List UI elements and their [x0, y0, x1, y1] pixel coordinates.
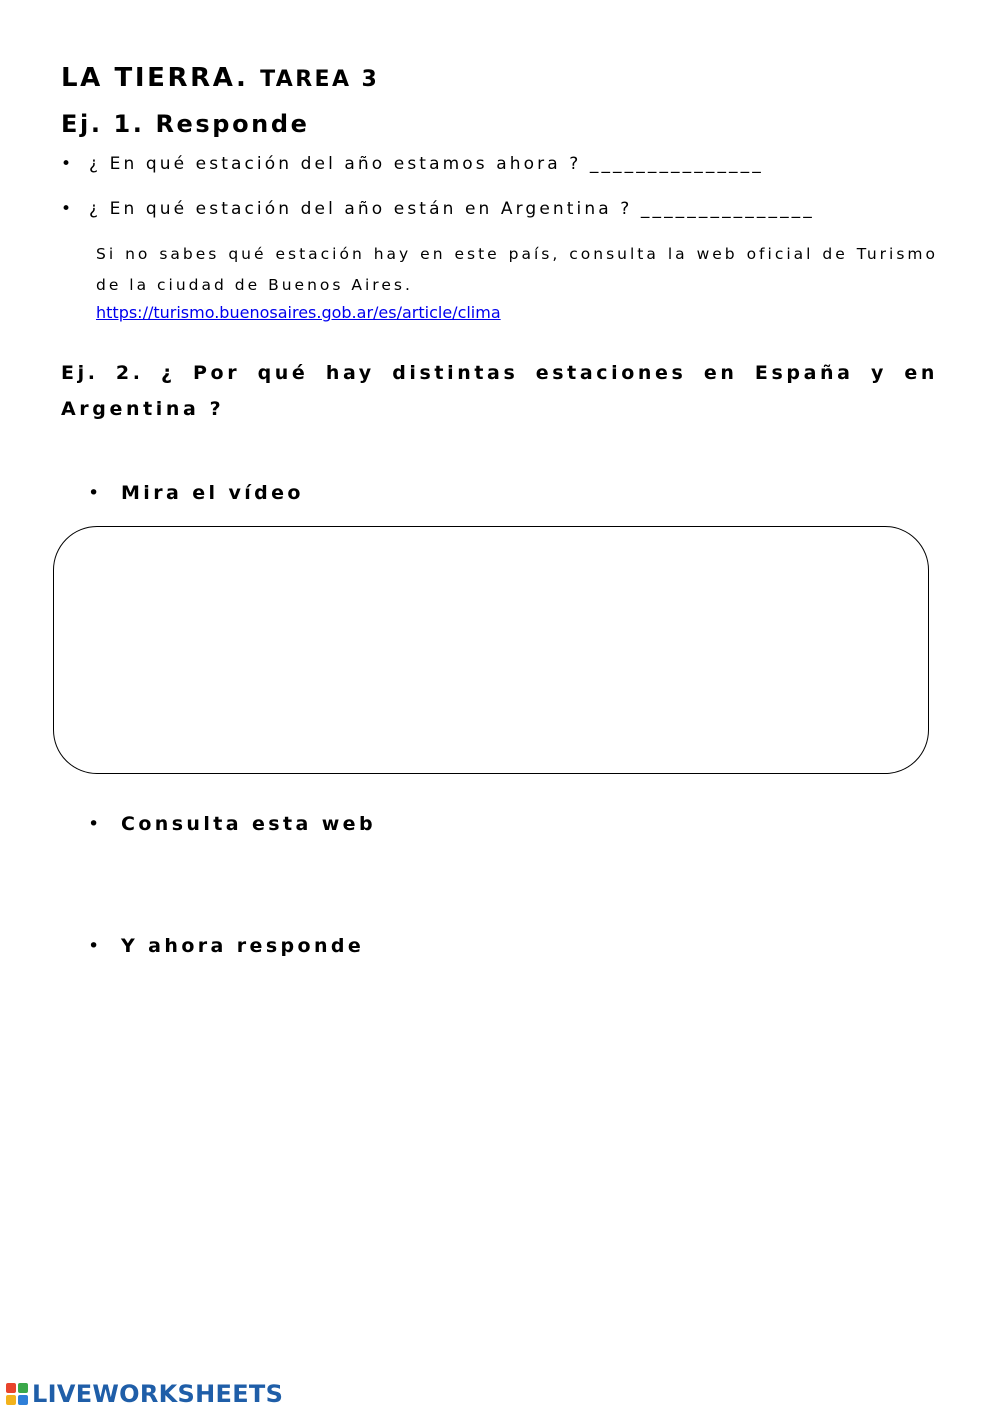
logo-square-icon: [6, 1395, 16, 1405]
step-consult-web-label: Consulta esta web: [121, 813, 376, 835]
question-2: [61, 198, 815, 220]
liveworksheets-logo[interactable]: [6, 1380, 283, 1408]
title-sub: TAREA 3: [260, 67, 380, 92]
bullet: •: [61, 154, 72, 174]
logo-grid-icon: [6, 1383, 28, 1405]
bullet: •: [61, 199, 72, 219]
step-answer-label: Y ahora responde: [121, 935, 365, 957]
logo-square-icon: [6, 1383, 16, 1393]
video-embed-box[interactable]: [53, 526, 929, 774]
exercise2-title: Ej. 2. ¿ Por qué hay distintas estaciones en España y en Argentina ?: [61, 362, 938, 420]
logo-text: LIVEWORKSHEETS: [32, 1380, 284, 1408]
logo-square-icon: [18, 1383, 28, 1393]
question-2-text: ¿ En qué estación del año están en Argentina ? _______________: [89, 199, 815, 219]
bullet: •: [88, 482, 100, 504]
logo-square-icon: [18, 1395, 28, 1405]
step-consult-web: [88, 811, 376, 837]
step-watch-video: [88, 480, 304, 506]
bullet: •: [88, 813, 100, 835]
page-title: [61, 62, 379, 96]
question-1-text: ¿ En qué estación del año estamos ahora ? _______________: [89, 154, 764, 174]
step-watch-video-label: Mira el vídeo: [121, 482, 304, 504]
step-answer: [88, 933, 364, 959]
bullet: •: [88, 935, 100, 957]
tourism-link[interactable]: https://turismo.buenosaires.gob.ar/es/article/clima: [96, 303, 501, 322]
title-main: LA TIERRA.: [61, 63, 249, 93]
question-1: [61, 153, 764, 175]
exercise1-title: Ej. 1. Responde: [61, 110, 310, 138]
help-note: Si no sabes qué estación hay en este país, consulta la web oficial de Turismo de la ciudad de Buenos Aires.: [96, 245, 938, 294]
